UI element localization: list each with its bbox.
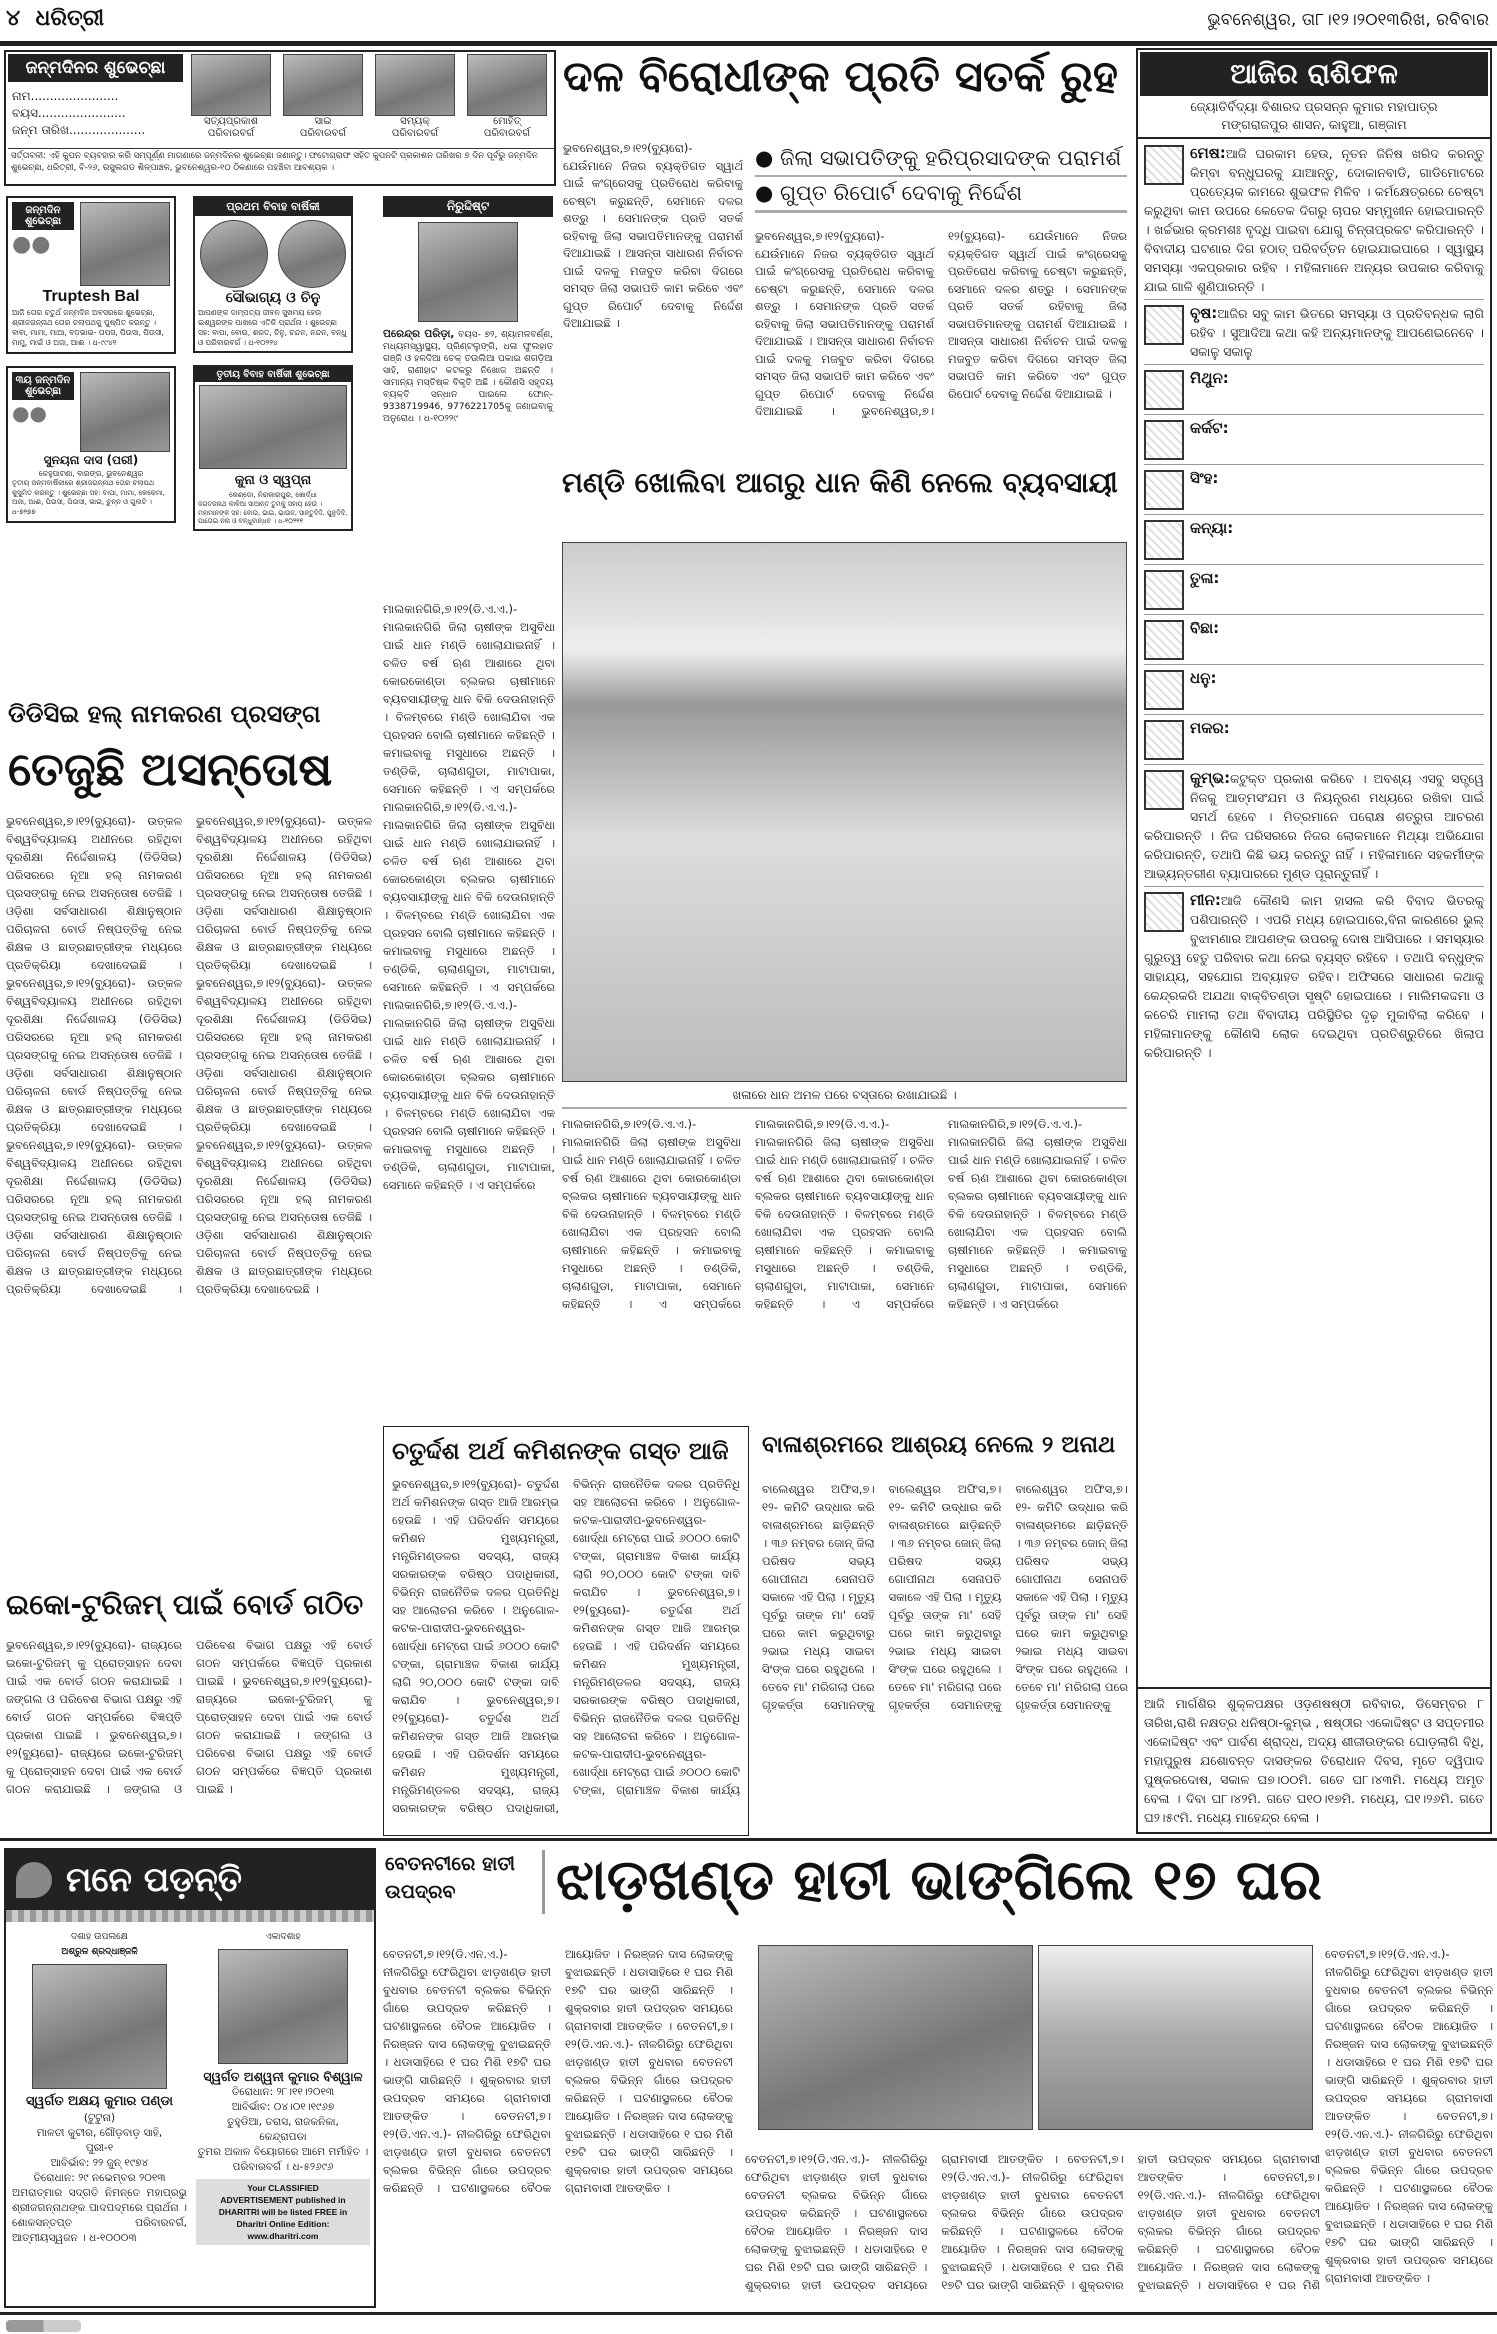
ad-place: କେହୁପାଟଣା, ବାରଙ୍ଗ, ଭୁବନେଶ୍ୱର (38, 469, 144, 478)
page-header (0, 0, 1497, 46)
ad-place: କେଣ୍ଡୋ, ନିରାକାରପୁର, ଖୋର୍ଦ୍ଧା (229, 491, 317, 499)
bride-photo (278, 220, 346, 288)
missing-person-photo (418, 222, 518, 322)
birthday-ad (6, 196, 176, 354)
deceased-photo (32, 1964, 167, 2089)
ad-text: ଆଜି ତୋର ଚତୁର୍ଥ ଜନ୍ମଦିନ ଅବସରରେ ଶୁଭେଚ୍ଛା, ଶ୍ରୀଜଗନ୍ନାଥ ତୋର ଚଲାପଥକୁ ପୁଷ୍ପିତ କରନ୍ତୁ । ବାବା, ମାମା, ମାଆ, ବଡ଼ଭାଇ- ତାପସ, ପିଉସା, ପିଉସୀ, ମାମୁ, ମାଇଁ ଓ ଅଜା, ଆଈ । ଧ-୯୯୪୧ (12, 308, 165, 347)
ddci-body: ଭୁବନେଶ୍ୱର,୭।୧୨(ବ୍ୟୁରୋ)- ଉତ୍କଳ ବିଶ୍ୱବିଦ୍ୟାଳୟ ଅଧୀନରେ ରହିଥିବା ଦୂରଶିକ୍ଷା ନିର୍ଦ୍ଦେଶାଳୟ (ଡିଡିସିଇ) ପରିସରରେ ନୂଆ ହଲ୍ ନାମକରଣ ପ୍ରସଙ୍ଗକୁ ନେଇ ଅସନ୍ତୋଷ ତେଜିଛି । ଓଡ଼ିଶା ସର୍ବସାଧାରଣ ଶିକ୍ଷାନୁଷ୍ଠାନ ପରିଚାଳନା ବୋର୍ଡ ନିଷ୍ପତ୍ତିକୁ ନେଇ ଶିକ୍ଷକ ଓ ଛାତ୍ରଛାତ୍ରୀଙ୍କ ମଧ୍ୟରେ ପ୍ରତିକ୍ରିୟା ଦେଖାଦେଇଛି । ଭୁବନେଶ୍ୱର,୭।୧୨(ବ୍ୟୁରୋ)- ଉତ୍କଳ ବିଶ୍ୱବିଦ୍ୟାଳୟ ଅଧୀନରେ ରହିଥିବା ଦୂରଶିକ୍ଷା ନିର୍ଦ୍ଦେଶାଳୟ (ଡିଡିସିଇ) ପରିସରରେ ନୂଆ ହଲ୍ ନାମକରଣ ପ୍ରସଙ୍ଗକୁ ନେଇ ଅସନ୍ତୋଷ ତେଜିଛି । ଓଡ଼ିଶା ସର୍ବସାଧାରଣ ଶିକ୍ଷାନୁଷ୍ଠାନ ପରିଚାଳନା ବୋର୍ଡ ନିଷ୍ପତ୍ତିକୁ ନେଇ ଶିକ୍ଷକ ଓ ଛାତ୍ରଛାତ୍ରୀଙ୍କ ମଧ୍ୟରେ ପ୍ରତିକ୍ରିୟା ଦେଖାଦେଇଛି । ଭୁବନେଶ୍ୱର,୭।୧୨(ବ୍ୟୁରୋ)- ଉତ୍କଳ ବିଶ୍ୱବିଦ୍ୟାଳୟ ଅଧୀନରେ ରହିଥିବା ଦୂରଶିକ୍ଷା ନିର୍ଦ୍ଦେଶାଳୟ (ଡିଡିସିଇ) ପରିସରରେ ନୂଆ ହଲ୍ ନାମକରଣ ପ୍ରସଙ୍ଗକୁ ନେଇ ଅସନ୍ତୋଷ ତେଜିଛି । ଓଡ଼ିଶା ସର୍ବସାଧାରଣ ଶିକ୍ଷାନୁଷ୍ଠାନ ପରିଚାଳନା ବୋର୍ଡ ନିଷ୍ପତ୍ତିକୁ ନେଇ ଶିକ୍ଷକ ଓ ଛାତ୍ରଛାତ୍ରୀଙ୍କ ମଧ୍ୟରେ ପ୍ରତିକ୍ରିୟା ଦେଖାଦେଇଛି । ଭୁବନେଶ୍ୱର,୭।୧୨(ବ୍ୟୁରୋ)- ଉତ୍କଳ ବିଶ୍ୱବିଦ୍ୟାଳୟ ଅଧୀନରେ ରହିଥିବା ଦୂରଶିକ୍ଷା ନିର୍ଦ୍ଦେଶାଳୟ (ଡିଡିସିଇ) ପରିସରରେ ନୂଆ ହଲ୍ ନାମକରଣ ପ୍ରସଙ୍ଗକୁ ନେଇ ଅସନ୍ତୋଷ ତେଜିଛି । ଓଡ଼ିଶା ସର୍ବସାଧାରଣ ଶିକ୍ଷାନୁଷ୍ଠାନ ପରିଚାଳନା ବୋର୍ଡ ନିଷ୍ପତ୍ତିକୁ ନେଇ ଶିକ୍ଷକ ଓ ଛାତ୍ରଛାତ୍ରୀଙ୍କ ମଧ୍ୟରେ ପ୍ରତିକ୍ରିୟା ଦେଖାଦେଇଛି । ଭୁବନେଶ୍ୱର,୭।୧୨(ବ୍ୟୁରୋ)- ଉତ୍କଳ ବିଶ୍ୱବିଦ୍ୟାଳୟ ଅଧୀନରେ ରହିଥିବା ଦୂରଶିକ୍ଷା ନିର୍ଦ୍ଦେଶାଳୟ (ଡିଡିସିଇ) ପରିସରରେ ନୂଆ ହଲ୍ ନାମକରଣ ପ୍ରସଙ୍ଗକୁ ନେଇ ଅସନ୍ତୋଷ ତେଜିଛି । ଓଡ଼ିଶା ସର୍ବସାଧାରଣ ଶିକ୍ଷାନୁଷ୍ଠାନ ପରିଚାଳନା ବୋର୍ଡ ନିଷ୍ପତ୍ତିକୁ ନେଇ ଶିକ୍ଷକ ଓ ଛାତ୍ରଛାତ୍ରୀଙ୍କ ମଧ୍ୟରେ ପ୍ରତିକ୍ରିୟା ଦେଖାଦେଇଛି । ଭୁବନେଶ୍ୱର,୭।୧୨(ବ୍ୟୁରୋ)- ଉତ୍କଳ ବିଶ୍ୱବିଦ୍ୟାଳୟ ଅଧୀନରେ ରହିଥିବା ଦୂରଶିକ୍ଷା ନିର୍ଦ୍ଦେଶାଳୟ (ଡିଡିସିଇ) ପରିସରରେ ନୂଆ ହଲ୍ ନାମକରଣ ପ୍ରସଙ୍ଗକୁ ନେଇ ଅସନ୍ତୋଷ ତେଜିଛି । ଓଡ଼ିଶା ସର୍ବସାଧାରଣ ଶିକ୍ଷାନୁଷ୍ଠାନ ପରିଚାଳନା ବୋର୍ଡ ନିଷ୍ପତ୍ତିକୁ ନେଇ ଶିକ୍ଷକ ଓ ଛାତ୍ରଛାତ୍ରୀଙ୍କ ମଧ୍ୟରେ ପ୍ରତିକ୍ରିୟା ଦେଖାଦେଇଛି । (6, 814, 372, 1296)
birthday-ad-2 (6, 366, 176, 523)
couple-photos (195, 220, 351, 288)
kid-photo (191, 54, 271, 116)
elephant-body-right: ବେତନଟୀ,୭।୧୨(ଡି.ଏନ.ଏ.)- ନୀଳଗିରିରୁ ଫେରିଥିବା ଝାଡ଼ଖଣ୍ଡ ହାତୀ ବୁଧବାର ବେତନଟୀ ବ୍ଲକର ବିଭିନ୍ନ ଗାଁରେ ଉପଦ୍ରବ କରିଛନ୍ତି । ଘଟଣାସ୍ଥଳରେ ବୈଠକ ଆୟୋଜିତ । ନିରଞ୍ଜନ ଦାସ ଲୋକଙ୍କୁ ବୁଝାଇଛନ୍ତି । ଧଡାସାହିରେ ୧ ଘର ମିଶି ୧୭ଟି ଘର ଭାଙ୍ଗି ସାରିଛନ୍ତି । ଶୁକ୍ରବାର ହାତୀ ଉପଦ୍ରବ ସମୟରେ ଗ୍ରାମବାସୀ ଆତଙ୍କିତ । ବେତନଟୀ,୭।୧୨(ଡି.ଏନ.ଏ.)- ନୀଳଗିରିରୁ ଫେରିଥିବା ଝାଡ଼ଖଣ୍ଡ ହାତୀ ବୁଧବାର ବେତନଟୀ ବ୍ଲକର ବିଭିନ୍ନ ଗାଁରେ ଉପଦ୍ରବ କରିଛନ୍ତି । ଘଟଣାସ୍ଥଳରେ ବୈଠକ ଆୟୋଜିତ । ନିରଞ୍ଜନ ଦାସ ଲୋକଙ୍କୁ ବୁଝାଇଛନ୍ତି । ଧଡାସାହିରେ ୧ ଘର ମିଶି ୧୭ଟି ଘର ଭାଙ୍ଗି ସାରିଛନ୍ତି । ଶୁକ୍ରବାର ହାତୀ ଉପଦ୍ରବ ସମୟରେ ଗ୍ରାମବାସୀ ଆତଙ୍କିତ । (1325, 1947, 1493, 2285)
taurus-icon (1144, 305, 1184, 345)
footer-rule (0, 2312, 1497, 2315)
birthday-coupon (4, 50, 556, 186)
scorpio-icon (1144, 620, 1184, 660)
kid-card: ସମ୍ୟକ୍ ପରିବାରବର୍ଗ (375, 54, 455, 146)
ad-text: ଆପଣଙ୍କ ଦାମ୍ପତ୍ୟ ଜୀବନ ସୁଖମୟ ହେଉ ଇଶ୍ୱରଙ୍କ ପାଖରେ ଏତିକି ପ୍ରାର୍ଥନା । ଶୁଭେଚ୍ଛା ସହ: ବାପା, ବୋଉ, ଶରତ, ଚିନୁ, ଚନ୍ଦନ, ନନ୍ଦନ, ବନ୍ଧୁ ଓ ପରିବାରବର୍ଗ । ଧ-୧୦୨୨୪ (198, 308, 347, 347)
sign-gemini: ମିଥୁନ: (1144, 369, 1484, 415)
finance-box (383, 1426, 749, 1836)
coupon-fields (12, 88, 145, 139)
ads-column-middle (193, 196, 353, 531)
lamp-icon (16, 1862, 52, 1898)
balloons-icon: ●● (12, 401, 47, 425)
lead-subhead: ● ଗୁପ୍ତ ରିପୋର୍ଟ ଦେବାକୁ ନିର୍ଦ୍ଦେଶ (755, 177, 1127, 213)
kid-card: ମୋହିତ୍ ପରିବାରବର୍ଗ (467, 54, 547, 146)
kids-photos (191, 54, 553, 146)
kid-card: ସାଇ ପରିବାରବର୍ଗ (283, 54, 363, 146)
sign-virgo: କନ୍ୟା: (1144, 519, 1484, 565)
ad-text: ତୃତୀୟ ଜନ୍ମବାର୍ଷିକୀରେ ଶ୍ରୀଜଗନ୍ନାଥ ତୋର ଚଲାପଥ କୁସୁମିତ କରନ୍ତୁ । ଶୁଭେଚ୍ଛା ସହ: ବାପା, ମାମା, କେକେମା, ଅଜା, ଆଈ, ପିଉସା, ପିଉସୀ, ଭାଇ, ଚୁନ୍ନ ଓ ଗୁଲଟି । ଧ-୭୨୭୭ (12, 479, 165, 516)
lead-body-col1: ଭୁବନେଶ୍ୱର,୭।୧୨(ବ୍ୟୁରୋ)- ଯେଉଁମାନେ ନିଜର ବ୍ୟକ୍ତିଗତ ସ୍ୱାର୍ଥ ପାଇଁ କଂଗ୍ରେସକୁ ପ୍ରତିରୋଧ କରିବାକୁ ଚେଷ୍ଟା କରୁଛନ୍ତି, ସେମାନେ ଦଳର ଶତ୍ରୁ । ସେମାନଙ୍କ ପ୍ରତି ସତର୍କ ରହିବାକୁ ଜିଲା ସଭାପତିମାନଙ୍କୁ ପରାମର୍ଶ ଦିଆଯାଇଛି । ଆସନ୍ତା ସାଧାରଣ ନିର୍ବାଚନ ପାଇଁ ଦଳକୁ ମଜବୁତ କରିବା ଦିଗରେ ସମସ୍ତ ଜିଲା ସଭାପତି କାମ କରିବେ ଏବଂ ଗୁପ୍ତ ରିପୋର୍ଟ ଦେବାକୁ ନିର୍ଦ୍ଦେଶ ଦିଆଯାଇଛି । (563, 141, 743, 330)
capricorn-icon (1144, 720, 1184, 760)
mandi-body-col1: ମାଲକାନଗିରି,୭।୧୨(ଡି.ଏ.ଏ.)- ମାଲକାନଗିରି ଜିଲା ଚାଷୀଙ୍କ ଅସୁବିଧା ପାଇଁ ଧାନ ମଣ୍ଡି ଖୋଲାଯାଇନାହିଁ । ଚଳିତ ବର୍ଷ ଋଣ ଆଶାରେ ଥିବା କୋରକୋଣ୍ଡା ବ୍ଲକର ଚାଷୀମାନେ ବ୍ୟବସାୟୀଙ୍କୁ ଧାନ ବିକି ଦେଉନାହାନ୍ତି । ବିଳମ୍ବରେ ମଣ୍ଡି ଖୋଲାଯିବା ଏକ ପ୍ରହସନ ବୋଲି ଚାଷୀମାନେ କହିଛନ୍ତି । କମାଇବାକୁ ମସୁଧାରେ ଅଛନ୍ତି । ତଣ୍ଡିକି, ଚାଲାଣଗୁଡା, ମାଟାପାକା, ସେମାନେ କହିଛନ୍ତି । ଏ ସମ୍ପର୍କରେ ମାଲକାନଗିରି,୭।୧୨(ଡି.ଏ.ଏ.)- ମାଲକାନଗିରି ଜିଲା ଚାଷୀଙ୍କ ଅସୁବିଧା ପାଇଁ ଧାନ ମଣ୍ଡି ଖୋଲାଯାଇନାହିଁ । ଚଳିତ ବର୍ଷ ଋଣ ଆଶାରେ ଥିବା କୋରକୋଣ୍ଡା ବ୍ଲକର ଚାଷୀମାନେ ବ୍ୟବସାୟୀଙ୍କୁ ଧାନ ବିକି ଦେଉନାହାନ୍ତି । ବିଳମ୍ବରେ ମଣ୍ଡି ଖୋଲାଯିବା ଏକ ପ୍ରହସନ ବୋଲି ଚାଷୀମାନେ କହିଛନ୍ତି । କମାଇବାକୁ ମସୁଧାରେ ଅଛନ୍ତି । ତଣ୍ଡିକି, ଚାଲାଣଗୁଡା, ମାଟାପାକା, ସେମାନେ କହିଛନ୍ତି । ଏ ସମ୍ପର୍କରେ ମାଲକାନଗିରି,୭।୧୨(ଡି.ଏ.ଏ.)- ମାଲକାନଗିରି ଜିଲା ଚାଷୀଙ୍କ ଅସୁବିଧା ପାଇଁ ଧାନ ମଣ୍ଡି ଖୋଲାଯାଇନାହିଁ । ଚଳିତ ବର୍ଷ ଋଣ ଆଶାରେ ଥିବା କୋରକୋଣ୍ଡା ବ୍ଲକର ଚାଷୀମାନେ ବ୍ୟବସାୟୀଙ୍କୁ ଧାନ ବିକି ଦେଉନାହାନ୍ତି । ବିଳମ୍ବରେ ମଣ୍ଡି ଖୋଲାଯିବା ଏକ ପ୍ରହସନ ବୋଲି ଚାଷୀମାନେ କହିଛନ୍ତି । କମାଇବାକୁ ମସୁଧାରେ ଅଛନ୍ତି । ତଣ୍ଡିକି, ଚାଲାଣଗୁଡା, ମାଟାପାକା, ସେମାନେ କହିଛନ୍ତି । ଏ ସମ୍ପର୍କରେ (383, 602, 555, 1192)
sign-aries: ମେଷ:ଆଜି ଘରକାମ ହେଉ, ନୂତନ ଜିନିଷ ଖରିଦ କରନ୍ତୁ କିମ୍ବା ବନ୍ଧୁଘରକୁ ଯାଆନ୍ତୁ, ଦୋକାନବାଡି, ଗାଡିମୋଟରେ ପ୍ରତ୍ୟେକ କାମରେ ଶୁଭଫଳ ମିଳିବ । କର୍ମକ୍ଷେତ୍ରରେ ଚେଷ୍ଟା କରୁଥିବା କାମ ଉପରେ କେତେକ ଦିଗରୁ ଚାପର ସମ୍ମୁଖୀନ ହୋଇପାରନ୍ତି । ଖର୍ଚ୍ଚଭାର କ୍ରମଶଃ ବୃଦ୍ଧି ପାଇବା ଯୋଗୁ ଚିନ୍ତାପ୍ରକଟ କରିପାରନ୍ତି । ବିବାଦୀୟ ଘଟଣାର ଦିଗ ହଠାତ୍ ପରିବର୍ତ୍ତନ ହୋଇଯାଇପାରେ । ସ୍ୱାସ୍ଥ୍ୟ ସମସ୍ୟା ଏକପ୍ରକାର ରହିବ । ମହିଳାମାନେ ଅନ୍ୟର ଉପକାର କରିବାକୁ ଯାଇ ଗାଳି ଶୁଣିପାରନ୍ତି । (1144, 144, 1484, 300)
ad-name: ସୌଭାଗ୍ୟ ଓ ଚିନୁ (225, 290, 321, 306)
couple-photo (199, 385, 347, 469)
elephant-headline: ଝାଡ଼ଖଣ୍ଡ ହାତୀ ଭାଙ୍ଗିଲେ ୧୭ ଘର (556, 1848, 1322, 1913)
memorial-ads (4, 1848, 376, 2308)
eco-body: ଭୁବନେଶ୍ୱର,୭।୧୨(ବ୍ୟୁରୋ)- ରାଜ୍ୟରେ ଇକୋ-ଟୁରିଜମ୍ କୁ ପ୍ରୋତ୍ସାହନ ଦେବା ପାଇଁ ଏକ ବୋର୍ଡ ଗଠନ କରାଯାଇଛି । ଜଙ୍ଗଲ ଓ ପରିବେଶ ବିଭାଗ ପକ୍ଷରୁ ଏହି ବୋର୍ଡ ଗଠନ ସମ୍ପର୍କରେ ବିଜ୍ଞପ୍ତି ପ୍ରକାଶ ପାଇଛି । ଭୁବନେଶ୍ୱର,୭।୧୨(ବ୍ୟୁରୋ)- ରାଜ୍ୟରେ ଇକୋ-ଟୁରିଜମ୍ କୁ ପ୍ରୋତ୍ସାହନ ଦେବା ପାଇଁ ଏକ ବୋର୍ଡ ଗଠନ କରାଯାଇଛି । ଜଙ୍ଗଲ ଓ ପରିବେଶ ବିଭାଗ ପକ୍ଷରୁ ଏହି ବୋର୍ଡ ଗଠନ ସମ୍ପର୍କରେ ବିଜ୍ଞପ୍ତି ପ୍ରକାଶ ପାଇଛି । ଭୁବନେଶ୍ୱର,୭।୧୨(ବ୍ୟୁରୋ)- ରାଜ୍ୟରେ ଇକୋ-ଟୁରିଜମ୍ କୁ ପ୍ରୋତ୍ସାହନ ଦେବା ପାଇଁ ଏକ ବୋର୍ଡ ଗଠନ କରାଯାଇଛି । ଜଙ୍ଗଲ ଓ ପରିବେଶ ବିଭାଗ ପକ୍ଷରୁ ଏହି ବୋର୍ଡ ଗଠନ ସମ୍ପର୍କରେ ବିଜ୍ଞପ୍ତି ପ୍ରକାଶ ପାଇଛି । (6, 1638, 372, 1796)
page-number-and-masthead: ୪ ଧରିତ୍ରୀ (6, 6, 105, 31)
color-bar (6, 2320, 81, 2332)
finance-headline: ଚତୁର୍ଦ୍ଦଶ ଅର୍ଥ କମିଶନଙ୍କ ଗସ୍ତ ଆଜି (392, 1437, 729, 1465)
libra-icon (1144, 570, 1184, 610)
leo-icon (1144, 470, 1184, 510)
mandi-body-cols: ମାଲକାନଗିରି,୭।୧୨(ଡି.ଏ.ଏ.)- ମାଲକାନଗିରି ଜିଲା ଚାଷୀଙ୍କ ଅସୁବିଧା ପାଇଁ ଧାନ ମଣ୍ଡି ଖୋଲାଯାଇନାହିଁ । ଚଳିତ ବର୍ଷ ଋଣ ଆଶାରେ ଥିବା କୋରକୋଣ୍ଡା ବ୍ଲକର ଚାଷୀମାନେ ବ୍ୟବସାୟୀଙ୍କୁ ଧାନ ବିକି ଦେଉନାହାନ୍ତି । ବିଳମ୍ବରେ ମଣ୍ଡି ଖୋଲାଯିବା ଏକ ପ୍ରହସନ ବୋଲି ଚାଷୀମାନେ କହିଛନ୍ତି । କମାଇବାକୁ ମସୁଧାରେ ଅଛନ୍ତି । ତଣ୍ଡିକି, ଚାଲାଣଗୁଡା, ମାଟାପାକା, ସେମାନେ କହିଛନ୍ତି । ଏ ସମ୍ପର୍କରେ ମାଲକାନଗିରି,୭।୧୨(ଡି.ଏ.ଏ.)- ମାଲକାନଗିରି ଜିଲା ଚାଷୀଙ୍କ ଅସୁବିଧା ପାଇଁ ଧାନ ମଣ୍ଡି ଖୋଲାଯାଇନାହିଁ । ଚଳିତ ବର୍ଷ ଋଣ ଆଶାରେ ଥିବା କୋରକୋଣ୍ଡା ବ୍ଲକର ଚାଷୀମାନେ ବ୍ୟବସାୟୀଙ୍କୁ ଧାନ ବିକି ଦେଉନାହାନ୍ତି । ବିଳମ୍ବରେ ମଣ୍ଡି ଖୋଲାଯିବା ଏକ ପ୍ରହସନ ବୋଲି ଚାଷୀମାନେ କହିଛନ୍ତି । କମାଇବାକୁ ମସୁଧାରେ ଅଛନ୍ତି । ତଣ୍ଡିକି, ଚାଲାଣଗୁଡା, ମାଟାପାକା, ସେମାନେ କହିଛନ୍ତି । ଏ ସମ୍ପର୍କରେ ମାଲକାନଗିରି,୭।୧୨(ଡି.ଏ.ଏ.)- ମାଲକାନଗିରି ଜିଲା ଚାଷୀଙ୍କ ଅସୁବିଧା ପାଇଁ ଧାନ ମଣ୍ଡି ଖୋଲାଯାଇନାହିଁ । ଚଳିତ ବର୍ଷ ଋଣ ଆଶାରେ ଥିବା କୋରକୋଣ୍ଡା ବ୍ଲକର ଚାଷୀମାନେ ବ୍ୟବସାୟୀଙ୍କୁ ଧାନ ବିକି ଦେଉନାହାନ୍ତି । ବିଳମ୍ବରେ ମଣ୍ଡି ଖୋଲାଯିବା ଏକ ପ୍ରହସନ ବୋଲି ଚାଷୀମାନେ କହିଛନ୍ତି । କମାଇବାକୁ ମସୁଧାରେ ଅଛନ୍ତି । ତଣ୍ଡିକି, ଚାଲାଣଗୁଡା, ମାଟାପାକା, ସେମାନେ କହିଛନ୍ତି । ଏ ସମ୍ପର୍କରେ (562, 1117, 1127, 1311)
ad-title: ଜନ୍ମଦିନ ଶୁଭେଚ୍ଛା (12, 202, 74, 230)
sign-sagittarius: ଧନୁ: (1144, 669, 1484, 715)
memorial-title: ମନେ ପଡ଼ନ୍ତି (66, 1860, 243, 1900)
ad-title: ୩ୟ ଜନ୍ମଦିନ ଶୁଭେଚ୍ଛା (12, 372, 74, 400)
section-divider (0, 1838, 1497, 1841)
elephant-body-bottom: ବେତନଟୀ,୭।୧୨(ଡି.ଏନ.ଏ.)- ନୀଳଗିରିରୁ ଫେରିଥିବା ଝାଡ଼ଖଣ୍ଡ ହାତୀ ବୁଧବାର ବେତନଟୀ ବ୍ଲକର ବିଭିନ୍ନ ଗାଁରେ ଉପଦ୍ରବ କରିଛନ୍ତି । ଘଟଣାସ୍ଥଳରେ ବୈଠକ ଆୟୋଜିତ । ନିରଞ୍ଜନ ଦାସ ଲୋକଙ୍କୁ ବୁଝାଇଛନ୍ତି । ଧଡାସାହିରେ ୧ ଘର ମିଶି ୧୭ଟି ଘର ଭାଙ୍ଗି ସାରିଛନ୍ତି । ଶୁକ୍ରବାର ହାତୀ ଉପଦ୍ରବ ସମୟରେ ଗ୍ରାମବାସୀ ଆତଙ୍କିତ । ବେତନଟୀ,୭।୧୨(ଡି.ଏନ.ଏ.)- ନୀଳଗିରିରୁ ଫେରିଥିବା ଝାଡ଼ଖଣ୍ଡ ହାତୀ ବୁଧବାର ବେତନଟୀ ବ୍ଲକର ବିଭିନ୍ନ ଗାଁରେ ଉପଦ୍ରବ କରିଛନ୍ତି । ଘଟଣାସ୍ଥଳରେ ବୈଠକ ଆୟୋଜିତ । ନିରଞ୍ଜନ ଦାସ ଲୋକଙ୍କୁ ବୁଝାଇଛନ୍ତି । ଧଡାସାହିରେ ୧ ଘର ମିଶି ୧୭ଟି ଘର ଭାଙ୍ଗି ସାରିଛନ୍ତି । ଶୁକ୍ରବାର ହାତୀ ଉପଦ୍ରବ ସମୟରେ ଗ୍ରାମବାସୀ ଆତଙ୍କିତ । ବେତନଟୀ,୭।୧୨(ଡି.ଏନ.ଏ.)- ନୀଳଗିରିରୁ ଫେରିଥିବା ଝାଡ଼ଖଣ୍ଡ ହାତୀ ବୁଧବାର ବେତନଟୀ ବ୍ଲକର ବିଭିନ୍ନ ଗାଁରେ ଉପଦ୍ରବ କରିଛନ୍ତି । ଘଟଣାସ୍ଥଳରେ ବୈଠକ ଆୟୋଜିତ । ନିରଞ୍ଜନ ଦାସ ଲୋକଙ୍କୁ ବୁଝାଇଛନ୍ତି । ଧଡାସାହିରେ ୧ ଘର ମିଶି (745, 2152, 1320, 2292)
horoscope-title: ଆଜିର ରାଶିଫଳ (1140, 52, 1488, 96)
lead-headline: ଦଳ ବିରୋଧୀଙ୍କ ପ୍ରତି ସତର୍କ ରୁହ (563, 52, 1118, 102)
panjika: ଆଜି ମାର୍ଗଶିର ଶୁକ୍ଳପକ୍ଷର ଓଡ଼ଣଷଷ୍ଠୀ ରବିବାର, ଡିସେମ୍ବର ୮ ତାରିଖ,ରାଶି ନକ୍ଷତ୍ର ଧନିଷ୍ଠା-କୁମ୍ଭ , ଷଷ୍ଠୀର ଏକୋଦ୍ଦିଷ୍ଟ ଓ ସପ୍ତମୀର ଏକୋଦ୍ଦିଷ୍ଟ ଏବଂ ପାର୍ବଣ ଶ୍ରାଦ୍ଧ, ଅଦ୍ୟ ଶୀଜୀଉଙ୍କର ଘୋଡ଼ଲାଗି ବିଧି, ମହାପୁରୁଷ ଯଶୋବନ୍ତ ଦାସଙ୍କର ତିରୋଧାନ ଦିବସ, ମୃତେ ଦ୍ୱିପାଦ ପୁଷ୍କରଦୋଷ, ସକାଳ ଘ୭।୦୦ମି. ଗତେ ଘ୮।୪୩ମି. ମଧ୍ୟେ ଅମୃତ ବେଳା । ଦିବା ଘ୮।୪୨ମି. ଗତେ ଘ୧୦।୧୭ମି. ମଧ୍ୟେ, ଘ୧।୨୬ମି. ଗତେ ଘ୨।୫୯ମି. ମଧ୍ୟେ ମାହେନ୍ଦ୍ର ବେଳା । (1138, 1687, 1490, 1832)
elephant-kicker: ବେତନଟୀରେ ହାତୀ ଉପଦ୍ରବ (385, 1850, 545, 1914)
dateline: ଭୁବନେଶ୍ୱର, ତା୮।୧୨।୨୦୧୩ରିଖ, ରବିବାର (1207, 10, 1489, 30)
anniversary-ad-2 (193, 365, 353, 531)
ad-title: ତୃତୀୟ ବିବାହ ବାର୍ଷିକୀ ଶୁଭେଚ୍ଛା (195, 367, 351, 382)
flower-border (6, 1910, 374, 1922)
lead-body-cols: ଭୁବନେଶ୍ୱର,୭।୧୨(ବ୍ୟୁରୋ)- ଯେଉଁମାନେ ନିଜର ବ୍ୟକ୍ତିଗତ ସ୍ୱାର୍ଥ ପାଇଁ କଂଗ୍ରେସକୁ ପ୍ରତିରୋଧ କରିବାକୁ ଚେଷ୍ଟା କରୁଛନ୍ତି, ସେମାନେ ଦଳର ଶତ୍ରୁ । ସେମାନଙ୍କ ପ୍ରତି ସତର୍କ ରହିବାକୁ ଜିଲା ସଭାପତିମାନଙ୍କୁ ପରାମର୍ଶ ଦିଆଯାଇଛି । ଆସନ୍ତା ସାଧାରଣ ନିର୍ବାଚନ ପାଇଁ ଦଳକୁ ମଜବୁତ କରିବା ଦିଗରେ ସମସ୍ତ ଜିଲା ସଭାପତି କାମ କରିବେ ଏବଂ ଗୁପ୍ତ ରିପୋର୍ଟ ଦେବାକୁ ନିର୍ଦ୍ଦେଶ ଦିଆଯାଇଛି । ଭୁବନେଶ୍ୱର,୭।୧୨(ବ୍ୟୁରୋ)- ଯେଉଁମାନେ ନିଜର ବ୍ୟକ୍ତିଗତ ସ୍ୱାର୍ଥ ପାଇଁ କଂଗ୍ରେସକୁ ପ୍ରତିରୋଧ କରିବାକୁ ଚେଷ୍ଟା କରୁଛନ୍ତି, ସେମାନେ ଦଳର ଶତ୍ରୁ । ସେମାନଙ୍କ ପ୍ରତି ସତର୍କ ରହିବାକୁ ଜିଲା ସଭାପତିମାନଙ୍କୁ ପରାମର୍ଶ ଦିଆଯାଇଛି । ଆସନ୍ତା ସାଧାରଣ ନିର୍ବାଚନ ପାଇଁ ଦଳକୁ ମଜବୁତ କରିବା ଦିଗରେ ସମସ୍ତ ଜିଲା ସଭାପତି କାମ କରିବେ ଏବଂ ଗୁପ୍ତ ରିପୋର୍ଟ ଦେବାକୁ ନିର୍ଦ୍ଦେଶ ଦିଆଯାଇଛି । (755, 229, 1127, 418)
balashram-body: ବାଲେଶ୍ୱର ଅଫିସ,୭।୧୨- କମିଟି ଉଦ୍ଧାର କରି ବାଳାଶ୍ରମରେ ଛାଡ଼ିଛନ୍ତି । ୩୬ ନମ୍ବର ଜୋନ୍ ଜିଲା ପରିଷଦ ସଭ୍ୟ ଗୋପୀନାଥ ସେନାପତି ସକାଳେ ଏହି ପିଲା । ମୃତ୍ୟୁ ପୂର୍ବରୁ ତାଙ୍କ ମା' ସେହି ଘରେ କାମ କରୁଥିବାରୁ ୨ଭାଇ ମଧ୍ୟ ସାଇବା ସିଂଙ୍କ ଘରେ ରହୁଥିଲେ । ତେବେ ମା' ମରିଗଲା ପରେ ଗୃହକର୍ତ୍ତା ସେମାନଙ୍କୁ ବାଲେଶ୍ୱର ଅଫିସ,୭।୧୨- କମିଟି ଉଦ୍ଧାର କରି ବାଳାଶ୍ରମରେ ଛାଡ଼ିଛନ୍ତି । ୩୬ ନମ୍ବର ଜୋନ୍ ଜିଲା ପରିଷଦ ସଭ୍ୟ ଗୋପୀନାଥ ସେନାପତି ସକାଳେ ଏହି ପିଲା । ମୃତ୍ୟୁ ପୂର୍ବରୁ ତାଙ୍କ ମା' ସେହି ଘରେ କାମ କରୁଥିବାରୁ ୨ଭାଇ ମଧ୍ୟ ସାଇବା ସିଂଙ୍କ ଘରେ ରହୁଥିଲେ । ତେବେ ମା' ମରିଗଲା ପରେ ଗୃହକର୍ତ୍ତା ସେମାନଙ୍କୁ ବାଲେଶ୍ୱର ଅଫିସ,୭।୧୨- କମିଟି ଉଦ୍ଧାର କରି ବାଳାଶ୍ରମରେ ଛାଡ଼ିଛନ୍ତି । ୩୬ ନମ୍ବର ଜୋନ୍ ଜିଲା ପରିଷଦ ସଭ୍ୟ ଗୋପୀନାଥ ସେନାପତି ସକାଳେ ଏହି ପିଲା । ମୃତ୍ୟୁ ପୂର୍ବରୁ ତାଙ୍କ ମା' ସେହି ଘରେ କାମ କରୁଥିବାରୁ ୨ଭାଇ ମଧ୍ୟ ସାଇବା ସିଂଙ୍କ ଘରେ ରହୁଥିଲେ । ତେବେ ମା' ମରିଗଲା ପରେ ଗୃହକର୍ତ୍ତା ସେମାନଙ୍କୁ (762, 1482, 1128, 1712)
sign-pisces: ମୀନ:ଆଜି କୌଣସି କାମ ହାସଲ କରି ବିବାଦ ଭିତରକୁ ପଶିପାରନ୍ତି । ଏପରି ମଧ୍ୟ ହୋଇପାରେ,ବିନା କାରଣରେ ଭୁଲ୍ ବୁଝାମଣାର ଆପଣଙ୍କ ଉପରକୁ ଦୋଷ ଆସିପାରେ । ସମସ୍ୟାର ଗୁରୁତ୍ୱ ହେତୁ ପରିବାର କଥା ନେଇ ବ୍ୟସ୍ତ ରହିବେ । ତଥାପି ବନ୍ଧୁଙ୍କ ସାହାଯ୍ୟ, ସହଯୋଗ ଅବ୍ୟାହତ ରହିବ। ଅଫିସରେ ସାଧାରଣ କଥାକୁ କେନ୍ଦ୍ରକରି ଅଯଥା ବାକ୍‌ବିତଣ୍ଡା ସୃଷ୍ଟି ହୋଇପାରେ । ମାଲିମକଦ୍ଦମା ଓ କଚେରି ମାମଲା ତଥା ବିବାଦୀୟ ପରିସ୍ଥିତିର ଦୃଢ଼ ମୁକାବିଲା କରିବେ । ମହିଳାମାନଙ୍କୁ କୌଣସି ଲୋକ ଦେଇଥିବା ପ୍ରତିଶ୍ରୁତିରେ ଖିଲାପ କରିପାରନ୍ତି । (1144, 891, 1484, 1060)
name-field: ନାମ....................... (12, 89, 119, 103)
classified-promo: Your CLASSIFIED ADVERTISEMENT published in DHARITRI will be listed FREE in Dharitri Online Edition: www.dharitri.com (196, 2179, 370, 2245)
age-field: ବୟସ....................... (12, 106, 126, 120)
lead-subhead: ● ଜିଲା ସଭାପତିଙ୍କୁ ହରିପ୍ରସାଦଙ୍କ ପରାମର୍ଶ (755, 142, 1127, 177)
pisces-icon (1144, 892, 1184, 932)
ad-name: ସୁନୟନା ଦାସ (ପରୀ) (43, 453, 139, 467)
aries-icon (1144, 145, 1184, 185)
sagittarius-icon (1144, 670, 1184, 710)
mandi-headline: ମଣ୍ଡି ଖୋଲିବା ଆଗରୁ ଧାନ କିଣି ନେଲେ ବ୍ୟବସାୟୀ (562, 466, 1118, 499)
villagers-photo (1038, 1945, 1313, 2130)
dob-field: ଜନ୍ମ ତାରିଖ.................... (12, 123, 146, 137)
elephant-body-left: ବେତନଟୀ,୭।୧୨(ଡି.ଏନ.ଏ.)- ନୀଳଗିରିରୁ ଫେରିଥିବା ଝାଡ଼ଖଣ୍ଡ ହାତୀ ବୁଧବାର ବେତନଟୀ ବ୍ଲକର ବିଭିନ୍ନ ଗାଁରେ ଉପଦ୍ରବ କରିଛନ୍ତି । ଘଟଣାସ୍ଥଳରେ ବୈଠକ ଆୟୋଜିତ । ନିରଞ୍ଜନ ଦାସ ଲୋକଙ୍କୁ ବୁଝାଇଛନ୍ତି । ଧଡାସାହିରେ ୧ ଘର ମିଶି ୧୭ଟି ଘର ଭାଙ୍ଗି ସାରିଛନ୍ତି । ଶୁକ୍ରବାର ହାତୀ ଉପଦ୍ରବ ସମୟରେ ଗ୍ରାମବାସୀ ଆତଙ୍କିତ । ବେତନଟୀ,୭।୧୨(ଡି.ଏନ.ଏ.)- ନୀଳଗିରିରୁ ଫେରିଥିବା ଝାଡ଼ଖଣ୍ଡ ହାତୀ ବୁଧବାର ବେତନଟୀ ବ୍ଲକର ବିଭିନ୍ନ ଗାଁରେ ଉପଦ୍ରବ କରିଛନ୍ତି । ଘଟଣାସ୍ଥଳରେ ବୈଠକ ଆୟୋଜିତ । ନିରଞ୍ଜନ ଦାସ ଲୋକଙ୍କୁ ବୁଝାଇଛନ୍ତି । ଧଡାସାହିରେ ୧ ଘର ମିଶି ୧୭ଟି ଘର ଭାଙ୍ଗି ସାରିଛନ୍ତି । ଶୁକ୍ରବାର ହାତୀ ଉପଦ୍ରବ ସମୟରେ ଗ୍ରାମବାସୀ ଆତଙ୍କିତ । ବେତନଟୀ,୭।୧୨(ଡି.ଏନ.ଏ.)- ନୀଳଗିରିରୁ ଫେରିଥିବା ଝାଡ଼ଖଣ୍ଡ ହାତୀ ବୁଧବାର ବେତନଟୀ ବ୍ଲକର ବିଭିନ୍ନ ଗାଁରେ ଉପଦ୍ରବ କରିଛନ୍ତି । ଘଟଣାସ୍ଥଳରେ ବୈଠକ ଆୟୋଜିତ । ନିରଞ୍ଜନ ଦାସ ଲୋକଙ୍କୁ ବୁଝାଇଛନ୍ତି । ଧଡାସାହିରେ ୧ ଘର ମିଶି ୧୭ଟି ଘର ଭାଙ୍ଗି ସାରିଛନ୍ତି । ଶୁକ୍ରବାର ହାତୀ ଉପଦ୍ରବ ସମୟରେ ଗ୍ରାମବାସୀ ଆତଙ୍କିତ । (383, 1947, 733, 2195)
ads-column-left (6, 196, 176, 523)
gemini-icon (1144, 370, 1184, 410)
sign-leo: ସିଂହ: (1144, 469, 1484, 515)
damaged-house-photo (758, 1945, 1033, 2130)
lead-subheads (755, 142, 1127, 213)
child-photo (80, 372, 170, 452)
sign-taurus: ବୃଷ:ଆଜିର ସବୁ କାମ ଭିତରେ ସମସ୍ୟା ଓ ପ୍ରତିବନ୍ଧକ ଲାଗି ରହିବ । ସୁଆଦିଆ କଥା କହି ଅନ୍ୟମାନଙ୍କୁ ଆପଣେଇନେବେ । ସକାଳୁ ସକାଳୁ (1144, 304, 1484, 365)
memorial-right: ଏକାଦଶାହ ସ୍ୱର୍ଗତ ଅଶ୍ୱନୀ କୁମାର ବିଶ୍ୱାଳ ତିରୋଧାନ: ୨୮।୧୧।୨୦୧୩ ଆବିର୍ଭାବ: ୦୪।୦୧।୧୯୬୭ ତୁହୁଡିଆ, ତରାସ, ରାଜକନିକା, କେନ୍ଦ୍ରାପଡା ତୁମର ଅକାଳ ବିୟୋଗରେ ଆମେ ମର୍ମାହିତ । ପରିବାରବର୍ଗ । ଧ-୫୨୬୯୬ Your CLASSIFIED ADVERTISEMENT published in DHARITRI will be listed FREE in Dharitri Online Edition: www.dharitri.com (196, 1930, 370, 2245)
horoscope-author: ଜ୍ୟୋତିର୍ବିଦ୍ୟା ବିଶାରଦ ପ୍ରସନ୍ନ କୁମାର ମହାପାତ୍ର ମଙ୍ଗରାଜପୁର ଶାସନ, କାହୁଆ, ଗଞ୍ଜାମ (1138, 98, 1490, 139)
website-link[interactable]: www.dharitri.com (247, 2231, 319, 2241)
anniversary-ad (193, 196, 353, 353)
eco-headline: ଇକୋ-ଟୁରିଜମ୍ ପାଇଁ ବୋର୍ଡ ଗଠିତ (6, 1588, 364, 1621)
sign-cancer: କର୍କଟ: (1144, 419, 1484, 465)
ad-name: କୁନା ଓ ସ୍ୱପ୍ନା (234, 473, 312, 488)
ddci-headline: ତେଜୁଛି ଅସନ୍ତୋଷ (8, 742, 333, 796)
ad-text: ପରେନ୍ଦ୍ର ପରିଡ଼ା, ବୟସ- ୭୨, ଶ୍ୟାମଳବର୍ଣ୍ଣ, ମଧ୍ୟମସ୍ୱାସ୍ଥ୍ୟ, ପ୍ରିଣ୍ଟଲୁଙ୍ଗି, ଧଳା ଫୁଲହାତ ଗଞ୍ଜି ଓ ହଳଦିଆ ଚେକ୍ ତଉଲିଆ ପକାଇ ଶଗଡ଼ିଆ ସାହି, ରାଣୀହାଟ କଟକରୁ ନିଖୋଜ ଅଛନ୍ତି । ସାମାନ୍ୟ ମସ୍ତିଷ୍କ ବିକୃତି ଅଛି । କୌଣସି ସହୃଦୟ ବ୍ୟକ୍ତି ସନ୍ଧାନ ପାଇଲେ ଫୋନ୍- 9338719946, 9776221705କୁ ଜଣାଇବାକୁ ଅନୁରୋଧ । ଧ-୧୦୨୨୯ (383, 328, 553, 424)
memorial-left: ଦଶାହ ଉପଲକ୍ଷେ ଅଶ୍ରୁଳ ଶ୍ରଦ୍ଧାଞ୍ଜଳି ସ୍ୱର୍ଗତ ଅକ୍ଷୟ କୁମାର ପଣ୍ଡା (ଟୁଟୁନା) ମାଳତୀ କୁଟୀର, ଗୌଡ଼ବାଡ଼ ସାହି, ପୁରୀ-୧ ଆବିର୍ଭାବ: ୨୨ ଜୁନ୍ ୧୯୭୪ ତିରୋଧାନ: ୨୯ ନଭେମ୍ବର ୨୦୧୩ ଅମରାତ୍ମାର ସଦ୍‌ଗତି ନିମନ୍ତେ ମହାପ୍ରଭୁ ଶ୍ରୀଜଗନ୍ନାଥଙ୍କ ପାଦପଦ୍ମରେ ପ୍ରାର୍ଥନା । ଶୋକସନ୍ତପ୍ତ ପରିବାରବର୍ଗ, ଆତ୍ମୀୟସ୍ୱଜନ । ଧ-୧୦୦୦୩ (12, 1932, 187, 2244)
coupon-title: ଜନ୍ମଦିନର ଶୁଭେଚ୍ଛା (8, 54, 183, 82)
finance-body: ଭୁବନେଶ୍ୱର,୭।୧୨(ବ୍ୟୁରୋ)- ଚତୁର୍ଦ୍ଦଶ ଅର୍ଥ କମିଶନଙ୍କ ଗସ୍ତ ଆଜି ଆରମ୍ଭ ହେଉଛି । ଏହି ପରିଦର୍ଶନ ସମୟରେ କମିଶନ ମୁଖ୍ୟମନ୍ତ୍ରୀ, ମନ୍ତ୍ରିମଣ୍ଡଳର ସଦସ୍ୟ, ରାଜ୍ୟ ସରକାରଙ୍କ ବରିଷ୍ଠ ପଦାଧିକାରୀ, ବିଭିନ୍ନ ରାଜନୈତିକ ଦଳର ପ୍ରତିନିଧି ସହ ଆଲୋଚନା କରିବେ । ଅନୁଗୋଳ-କଟକ-ପାରାଦୀପ-ଭୁବନେଶ୍ୱର-ଖୋର୍ଦ୍ଧା ମେଟ୍ରୋ ପାଇଁ ୬୦୦୦ କୋଟି ଟଙ୍କା, ଗ୍ରାମାଞ୍ଚଳ ବିକାଶ କାର୍ଯ୍ୟ ଲାଗି ୨୦,୦୦୦ କୋଟି ଟଙ୍କା ଦାବି କରାଯିବ । ଭୁବନେଶ୍ୱର,୭।୧୨(ବ୍ୟୁରୋ)- ଚତୁର୍ଦ୍ଦଶ ଅର୍ଥ କମିଶନଙ୍କ ଗସ୍ତ ଆଜି ଆରମ୍ଭ ହେଉଛି । ଏହି ପରିଦର୍ଶନ ସମୟରେ କମିଶନ ମୁଖ୍ୟମନ୍ତ୍ରୀ, ମନ୍ତ୍ରିମଣ୍ଡଳର ସଦସ୍ୟ, ରାଜ୍ୟ ସରକାରଙ୍କ ବରିଷ୍ଠ ପଦାଧିକାରୀ, ବିଭିନ୍ନ ରାଜନୈତିକ ଦଳର ପ୍ରତିନିଧି ସହ ଆଲୋଚନା କରିବେ । ଅନୁଗୋଳ-କଟକ-ପାରାଦୀପ-ଭୁବନେଶ୍ୱର-ଖୋର୍ଦ୍ଧା ମେଟ୍ରୋ ପାଇଁ ୬୦୦୦ କୋଟି ଟଙ୍କା, ଗ୍ରାମାଞ୍ଚଳ ବିକାଶ କାର୍ଯ୍ୟ ଲାଗି ୨୦,୦୦୦ କୋଟି ଟଙ୍କା ଦାବି କରାଯିବ । ଭୁବନେଶ୍ୱର,୭।୧୨(ବ୍ୟୁରୋ)- ଚତୁର୍ଦ୍ଦଶ ଅର୍ଥ କମିଶନଙ୍କ ଗସ୍ତ ଆଜି ଆରମ୍ଭ ହେଉଛି । ଏହି ପରିଦର୍ଶନ ସମୟରେ କମିଶନ ମୁଖ୍ୟମନ୍ତ୍ରୀ, ମନ୍ତ୍ରିମଣ୍ଡଳର ସଦସ୍ୟ, ରାଜ୍ୟ ସରକାରଙ୍କ ବରିଷ୍ଠ ପଦାଧିକାରୀ, ବିଭିନ୍ନ ରାଜନୈତିକ ଦଳର ପ୍ରତିନିଧି ସହ ଆଲୋଚନା କରିବେ । ଅନୁଗୋଳ-କଟକ-ପାରାଦୀପ-ଭୁବନେଶ୍ୱର-ଖୋର୍ଦ୍ଧା ମେଟ୍ରୋ ପାଇଁ ୬୦୦୦ କୋଟି ଟଙ୍କା, ଗ୍ରାମାଞ୍ଚଳ ବିକାଶ କାର୍ଯ୍ୟ (392, 1477, 741, 1815)
child-photo (80, 202, 170, 286)
sign-scorpio: ବିଛା: (1144, 619, 1484, 665)
ddci-kicker: ଡିଡିସିଇ ହଲ୍ ନାମକରଣ ପ୍ରସଙ୍ଗ (8, 700, 321, 728)
virgo-icon (1144, 520, 1184, 560)
paddy-sacks-photo (562, 542, 1127, 1082)
groom-photo (200, 220, 268, 288)
deceased-photo (218, 1949, 348, 2064)
coupon-terms: ସର୍ତ୍ତାବଳୀ: ଏହି କୁପନ ବ୍ୟବହାର କରି ସମ୍ପୂର୍ଣ୍ଣ ମାଗଣାରେ ଜନ୍ମଦିନର ଶୁଭେଚ୍ଛା ଜଣାନ୍ତୁ। ଫଟୋଗ୍ରାଫ ସହିତ କୁପନଟି ପ୍ରକାଶନ ତାରିଖର ୭ ଦିନ ପୂର୍ବରୁ ଜନ୍ମଦିନ ଶୁଭେଚ୍ଛା, ଧରିତ୍ରୀ, ବି-୨୬, ରସୁଲଗଡ ଶିଳ୍ପାଞ୍ଚଳ, ଭୁବନେଶ୍ୱର-୧୦ ଠିକଣାରେ ପହଞ୍ଚିବା ଆବଶ୍ୟକ । (8, 148, 554, 175)
kid-photo (375, 54, 455, 116)
horoscope-signs (1138, 139, 1490, 1687)
memorial-title-bar (6, 1850, 374, 1910)
missing-person-ad (383, 196, 553, 425)
ad-name: Truptesh Bal (42, 288, 140, 305)
sign-aquarius: କୁମ୍ଭ:କଟୁକ୍ତ ପ୍ରକାଶ କରିବେ । ଅବଶ୍ୟ ଏସବୁ ସତ୍ତ୍ୱେ ନିଜକୁ ଆତ୍ମସଂଯମ ଓ ନିୟନ୍ତ୍ରଣ ମଧ୍ୟରେ ରଖିବା ପାଇଁ ସମର୍ଥ ହେବେ । ମିତ୍ରମାନେ ପରୋକ୍ଷ ଶତ୍ରୁତା ଆଚରଣ କରିପାରନ୍ତି । ନିଜ ପରିସରରେ ନିଜର ଲୋକମାନେ ମିଥ୍ୟା ଅଭିଯୋଗ କରିପାରନ୍ତି, ତଥାପି କିଛି ଭୟ କରନ୍ତୁ ନାହିଁ । ମହିଳାମାନେ ସହକର୍ମୀଙ୍କ ଆଭ୍ୟନ୍ତରୀଣ ବ୍ୟାପାରରେ ମୁଣ୍ଡ ପୂରାନ୍ତୁନାହିଁ । (1144, 769, 1484, 887)
photo-caption: ଖଳାରେ ଧାନ ଅମଳ ପରେ ବସ୍ତାରେ ରଖାଯାଇଛି । (562, 1088, 1127, 1109)
balloons-icon: ●● (12, 232, 51, 257)
ad-title: ନିରୁଦ୍ଦିଷ୍ଟ (383, 196, 553, 217)
sign-capricorn: ମକର: (1144, 719, 1484, 765)
cancer-icon (1144, 420, 1184, 460)
aquarius-icon (1144, 770, 1184, 810)
ad-title: ପ୍ରଥମ ବିବାହ ବାର୍ଷିକୀ (195, 198, 351, 216)
kid-card: ସତ୍ୟପ୍ରକାଶ ପରିବାରବର୍ଗ (191, 54, 271, 146)
balashram-headline: ବାଳାଶ୍ରମରେ ଆଶ୍ରୟ ନେଲେ ୨ ଅନାଥ (762, 1432, 1116, 1458)
sign-libra: ତୁଳା: (1144, 569, 1484, 615)
kid-photo (283, 54, 363, 116)
kid-photo (467, 54, 547, 116)
horoscope-box (1136, 48, 1492, 1834)
ad-text: ଜଗତଜନାଥ କାଳିଆ ସାଆନ୍ତ ତୁମକୁ ସହାୟ ହେଉ । ମହାମାନଙ୍କ ସହ: ବୋଉ, ଭାଇ, ଭାଉଜ, ସାନ୍ତୁଦିଦି, ପୁନୁଦିଦି, ପାତୋଇ ନନା ଓ ବନ୍ଧୁବାନ୍ଧବ । ଧ-୧୦୨୧୧ (198, 500, 348, 525)
